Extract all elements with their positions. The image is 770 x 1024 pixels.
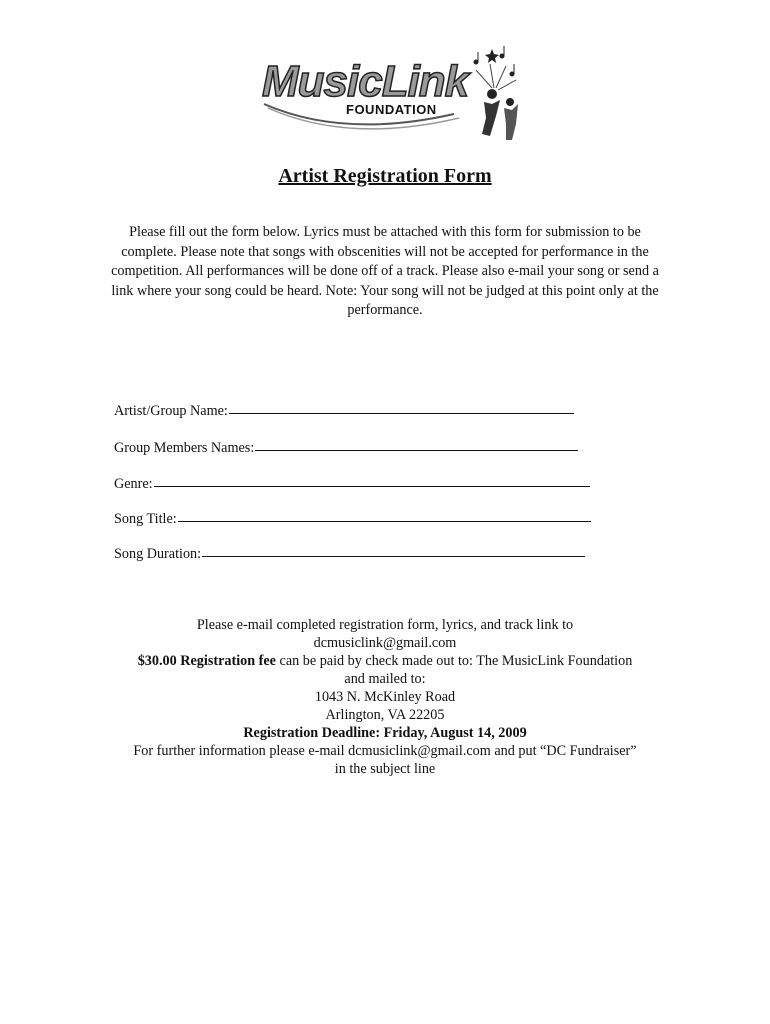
intro-paragraph: Please fill out the form below. Lyrics must be attached with this form for submission to be complete. Please note that songs with obscenities will not be accepted for performance in the competition. All performances will be done off of a track. Please also e-mail your song or send a link where your song could be heard. Note: Your song will not be judged at this point only at the performance. [111,224,659,319]
field-label: Genre: [114,476,153,492]
group-members-names-field[interactable] [114,440,578,457]
artist-group-name-line[interactable] [229,412,574,414]
field-label: Group Members Names: [114,440,255,456]
music-notes-icon [474,46,515,77]
address-street: 1043 N. McKinley Road [314,689,456,705]
song-duration-line[interactable] [202,555,585,557]
field-label: Song Duration: [114,546,202,562]
song-title-field[interactable] [114,511,591,528]
fee-amount: $30.00 Registration fee [137,653,276,669]
genre-line[interactable] [154,485,590,487]
fee-line [100,652,670,670]
song-duration-field[interactable] [114,546,585,563]
logo-name: MusicLink [262,57,469,106]
sparkle-lines-icon [476,64,516,90]
address-city: Arlington, VA 22205 [325,707,445,723]
artist-group-name-field[interactable] [114,403,574,420]
instructions-line: Please e-mail completed registration form, lyrics, and track link to [196,617,574,633]
fee-details: can be paid by check made out to: The MusicLink Foundation [275,653,633,669]
further-info-line: For further information please e-mail dcmusiclink@gmail.com and put “DC Fundraiser” [133,743,637,759]
group-members-names-line[interactable] [255,449,578,451]
song-title-line[interactable] [178,520,591,522]
musiclink-logo [254,44,524,144]
dancing-figures-icon [482,89,518,140]
page-title: Artist Registration Form [278,165,492,187]
submission-instructions [100,616,670,778]
logo-subtitle: FOUNDATION [346,102,437,117]
field-label: Song Title: [114,511,177,527]
contact-email: dcmusiclink@gmail.com [313,635,457,651]
mailed-to-line: and mailed to: [344,671,426,687]
field-label: Artist/Group Name: [114,403,228,419]
subject-line-note: in the subject line [334,761,436,777]
registration-deadline: Registration Deadline: Friday, August 14, 2009 [243,725,527,741]
genre-field[interactable] [114,476,590,493]
